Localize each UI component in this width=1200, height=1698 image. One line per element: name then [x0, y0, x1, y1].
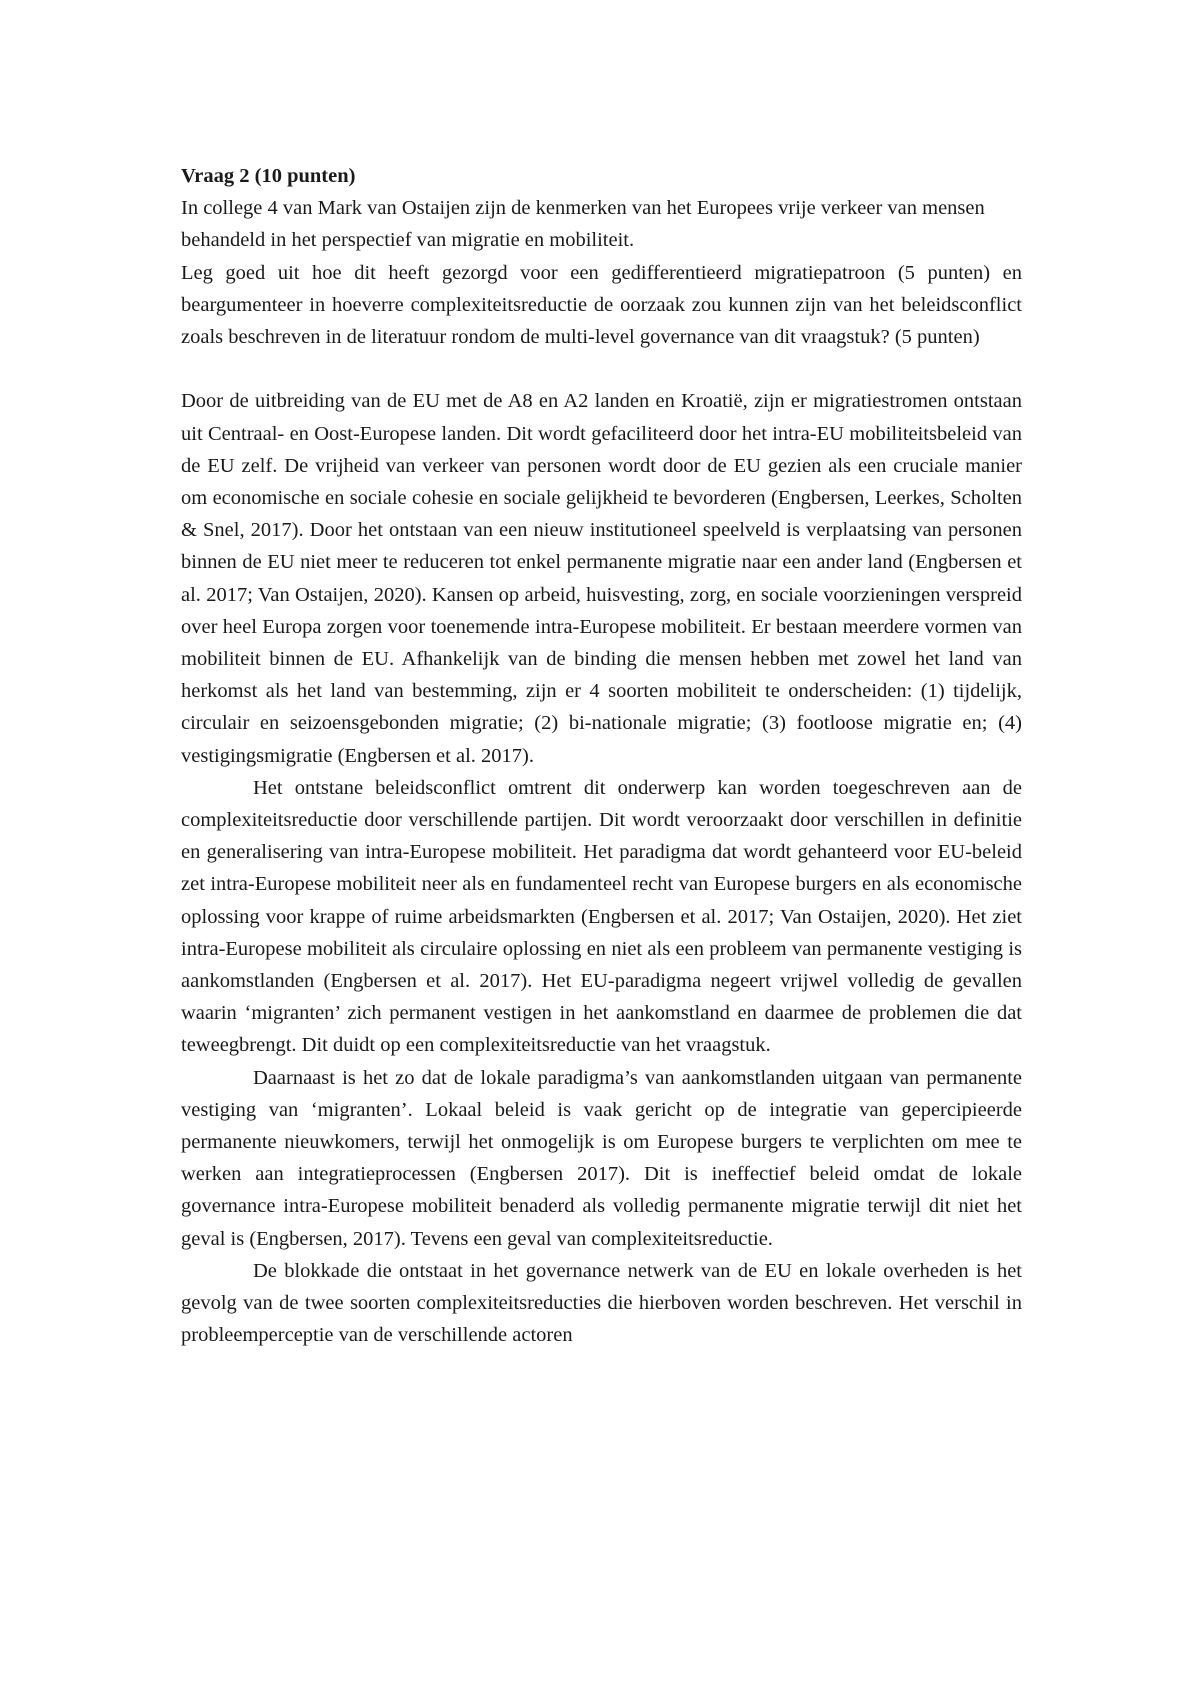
paragraph-spacer	[181, 353, 1022, 385]
document-page	[181, 160, 1022, 1352]
answer-paragraph-3: Daarnaast is het zo dat de lokale paradigma’s van aankomstlanden uitgaan van permanente vestiging van ‘migranten’. Lokaal beleid is vaak gericht op de integratie van gepercipieerde permanente nieuwkomers, terwijl het onmogelijk is om Europese burgers te verplichten om mee te werken aan integratieprocessen (Engbersen 2017). Dit is ineffectief beleid omdat de lokale governance intra-Europese mobiliteit benaderd als volledig permanente migratie terwijl dit niet het geval is (Engbersen, 2017). Tevens een geval van complexiteitsreductie.	[181, 1066, 1022, 1250]
answer-paragraph-2: Het ontstane beleidsconflict omtrent dit onderwerp kan worden toegeschreven aan de complexiteitsreductie door verschillende partijen. Dit wordt veroorzaakt door verschillen in definitie en generalisering van intra-Europese mobiliteit. Het paradigma dat wordt gehanteerd voor EU-beleid zet intra-Europese mobiliteit neer als en fundamenteel recht van Europese burgers en als economische oplossing voor krappe of ruime arbeidsmarkten (Engbersen et al. 2017; Van Ostaijen, 2020). Het ziet intra-Europese mobiliteit als circulaire oplossing en niet als een probleem van permanente vestiging is aankomstlanden (Engbersen et al. 2017). Het EU-paradigma negeert vrijwel volledig de gevallen waarin ‘migranten’ zich permanent vestigen in het aankomstland en daarmee de problemen die dat teweegbrengt. Dit duidt op een complexiteitsreductie van het vraagstuk.	[181, 776, 1022, 1057]
question-task: Leg goed uit hoe dit heeft gezorgd voor een gedifferentieerd migratiepatroon (5 punten) en beargumenteer in hoeverre complexiteitsreductie de oorzaak zou kunnen zijn van het beleidsconflict zoals beschreven in de literatuur rondom de multi-level governance van dit vraagstuk? (5 punten)	[181, 261, 1022, 349]
answer-paragraph-4: De blokkade die ontstaat in het governance netwerk van de EU en lokale overheden is het gevolg van de twee soorten complexiteitsreducties die hierboven worden beschreven. Het verschil in probleemperceptie van de verschillende actoren	[181, 1259, 1022, 1347]
question-title: Vraag 2 (10 punten)	[181, 165, 356, 187]
answer-paragraph-1: Door de uitbreiding van de EU met de A8 en A2 landen en Kroatië, zijn er migratiestromen ontstaan uit Centraal- en Oost-Europese landen. Dit wordt gefaciliteerd door het intra-EU mobiliteitsbeleid van de EU zelf. De vrijheid van verkeer van personen wordt door de EU gezien als een cruciale manier om economische en sociale cohesie en sociale gelijkheid te bevorderen (Engbersen, Leerkes, Scholten & Snel, 2017). Door het ontstaan van een nieuw institutioneel speelveld is verplaatsing van personen binnen de EU niet meer te reduceren tot enkel permanente migratie naar een ander land (Engbersen et al. 2017; Van Ostaijen, 2020). Kansen op arbeid, huisvesting, zorg, en sociale voorzieningen verspreid over heel Europa zorgen voor toenemende intra-Europese mobiliteit. Er bestaan meerdere vormen van mobiliteit binnen de EU. Afhankelijk van de binding die mensen hebben met zowel het land van herkomst als het land van bestemming, zijn er 4 soorten mobiliteit te onderscheiden: (1) tijdelijk, circulair en seizoensgebonden migratie; (2) bi-nationale migratie; (3) footloose migratie en; (4) vestigingsmigratie (Engbersen et al. 2017).	[181, 390, 1022, 767]
question-intro: In college 4 van Mark van Ostaijen zijn de kenmerken van het Europees vrije verkeer van mensen behandeld in het perspectief van migratie en mobiliteit.	[181, 197, 985, 252]
